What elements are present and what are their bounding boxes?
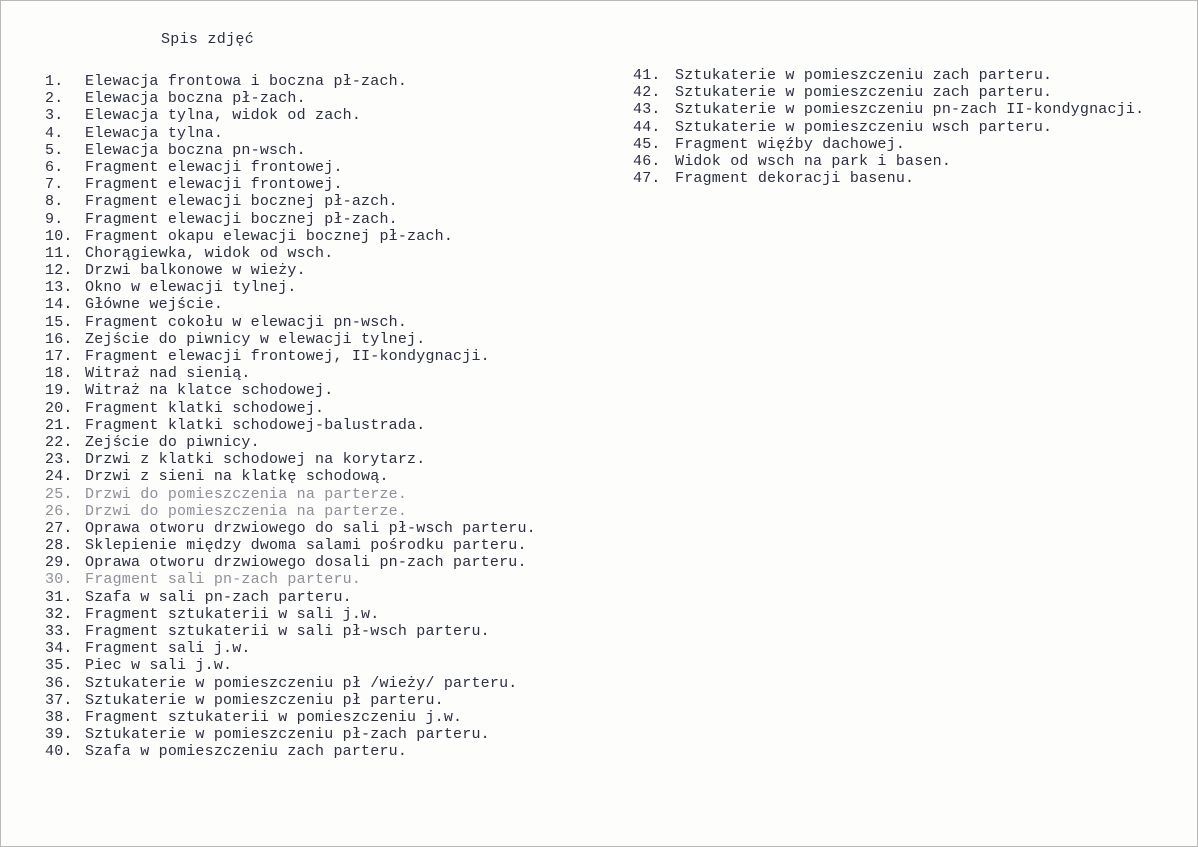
item-text: Fragment klatki schodowej.	[85, 399, 325, 417]
list-item	[45, 726, 536, 743]
item-number: 43.	[633, 101, 661, 119]
item-text: Witraż nad sienią.	[85, 365, 251, 383]
list-item	[45, 228, 536, 245]
item-text: Piec w sali j.w.	[85, 657, 233, 675]
item-number: 45.	[633, 135, 661, 153]
item-text: Fragment elewacji frontowej.	[85, 176, 343, 194]
item-number: 24.	[45, 468, 73, 486]
item-number: 29.	[45, 554, 73, 572]
item-number: 47.	[633, 170, 661, 188]
item-number: 46.	[633, 152, 661, 170]
item-text: Oprawa otworu drzwiowego dosali pn-zach parteru.	[85, 554, 527, 572]
item-number: 36.	[45, 674, 73, 692]
list-item	[45, 400, 536, 417]
list-item	[45, 142, 536, 159]
item-number: 15.	[45, 313, 73, 331]
list-item	[45, 365, 536, 382]
item-text: Drzwi do pomieszczenia na parterze.	[85, 485, 408, 503]
list-item	[633, 136, 1144, 153]
item-text: Elewacja boczna pł-zach.	[85, 90, 306, 108]
list-item	[633, 153, 1144, 170]
item-number: 33.	[45, 623, 73, 640]
list-item	[45, 107, 536, 124]
item-text: Fragment sztukaterii w sali j.w.	[85, 605, 380, 623]
item-text: Elewacja frontowa i boczna pł-zach.	[85, 73, 408, 90]
list-item	[45, 193, 536, 210]
list-item	[45, 623, 536, 640]
item-number: 38.	[45, 708, 73, 726]
list-item	[45, 331, 536, 348]
item-number: 10.	[45, 227, 73, 245]
list-item	[45, 554, 536, 571]
item-number: 1.	[45, 73, 64, 90]
item-text: Sztukaterie w pomieszczeniu pn-zach II-kondygnacji.	[675, 101, 1145, 119]
list-item	[45, 417, 536, 434]
item-text: Drzwi z klatki schodowej na korytarz.	[85, 451, 426, 469]
item-text: Fragment elewacji bocznej pł-azch.	[85, 193, 398, 211]
list-item	[633, 101, 1144, 118]
item-text: Zejście do piwnicy.	[85, 433, 260, 451]
list-item	[45, 503, 536, 520]
item-number: 5.	[45, 141, 64, 159]
item-number: 28.	[45, 537, 73, 555]
item-text: Sztukaterie w pomieszczeniu zach parteru.	[675, 67, 1053, 84]
item-number: 6.	[45, 158, 64, 176]
list-item	[45, 675, 536, 692]
item-text: Witraż na klatce schodowej.	[85, 382, 334, 400]
item-text: Drzwi balkonowe w wieży.	[85, 262, 306, 280]
list-item	[45, 90, 536, 107]
item-text: Sztukaterie w pomieszczeniu pł-zach parteru.	[85, 726, 490, 744]
item-text: Fragment sztukaterii w pomieszczeniu j.w.	[85, 708, 463, 726]
list-item	[45, 176, 536, 193]
list-item	[45, 125, 536, 142]
item-text: Fragment klatki schodowej-balustrada.	[85, 416, 426, 434]
item-text: Fragment elewacji frontowej, II-kondygnacji.	[85, 348, 490, 365]
list-item	[45, 73, 536, 90]
item-text: Główne wejście.	[85, 296, 224, 314]
item-number: 19.	[45, 382, 73, 400]
item-number: 13.	[45, 279, 73, 297]
item-text: Sklepienie między dwoma salami pośrodku parteru.	[85, 537, 527, 555]
item-number: 37.	[45, 691, 73, 709]
item-text: Drzwi z sieni na klatkę schodową.	[85, 468, 389, 486]
list-item	[633, 84, 1144, 101]
list-item	[45, 159, 536, 176]
list-item	[45, 520, 536, 537]
item-text: Elewacja tylna, widok od zach.	[85, 107, 362, 125]
item-text: Sztukaterie w pomieszczeniu wsch parteru.	[675, 118, 1053, 136]
item-text: Sztukaterie w pomieszczeniu pł parteru.	[85, 691, 444, 709]
list-item	[45, 262, 536, 279]
item-text: Fragment elewacji frontowej.	[85, 158, 343, 176]
item-text: Oprawa otworu drzwiowego do sali pł-wsch parteru.	[85, 519, 536, 537]
item-number: 2.	[45, 90, 64, 108]
item-text: Fragment dekoracji basenu.	[675, 170, 915, 188]
item-text: Fragment więźby dachowej.	[675, 135, 906, 153]
list-item	[45, 434, 536, 451]
item-text: Sztukaterie w pomieszczeniu zach parteru.	[675, 84, 1053, 102]
item-number: 44.	[633, 118, 661, 136]
item-text: Fragment sali pn-zach parteru.	[85, 571, 362, 589]
list-item	[45, 657, 536, 674]
photo-list-right	[633, 67, 1144, 187]
list-item	[45, 709, 536, 726]
list-item	[45, 451, 536, 468]
item-number: 27.	[45, 519, 73, 537]
list-item	[45, 486, 536, 503]
item-text: Fragment sali j.w.	[85, 640, 251, 658]
list-item	[45, 348, 536, 365]
list-item	[45, 571, 536, 588]
item-text: Zejście do piwnicy w elewacji tylnej.	[85, 330, 426, 348]
item-text: Fragment cokołu w elewacji pn-wsch.	[85, 313, 408, 331]
item-number: 20.	[45, 399, 73, 417]
item-number: 17.	[45, 348, 73, 365]
photo-list-left	[45, 73, 536, 761]
item-text: Szafa w pomieszczeniu zach parteru.	[85, 743, 408, 761]
item-text: Szafa w sali pn-zach parteru.	[85, 588, 352, 606]
item-number: 41.	[633, 67, 661, 84]
item-number: 21.	[45, 416, 73, 434]
item-number: 40.	[45, 743, 73, 761]
item-text: Fragment okapu elewacji bocznej pł-zach.	[85, 227, 454, 245]
item-text: Fragment sztukaterii w sali pł-wsch parteru.	[85, 623, 490, 640]
list-item	[45, 382, 536, 399]
list-item	[633, 170, 1144, 187]
item-number: 11.	[45, 244, 73, 262]
item-number: 18.	[45, 365, 73, 383]
item-number: 25.	[45, 485, 73, 503]
item-number: 30.	[45, 571, 73, 589]
item-text: Elewacja boczna pn-wsch.	[85, 141, 306, 159]
item-number: 42.	[633, 84, 661, 102]
list-item	[45, 296, 536, 313]
list-item	[45, 606, 536, 623]
list-item	[633, 67, 1144, 84]
list-item	[45, 692, 536, 709]
item-text: Chorągiewka, widok od wsch.	[85, 244, 334, 262]
item-number: 9.	[45, 210, 64, 228]
list-item	[45, 211, 536, 228]
item-number: 22.	[45, 433, 73, 451]
list-item	[45, 279, 536, 296]
item-number: 35.	[45, 657, 73, 675]
item-text: Sztukaterie w pomieszczeniu pł /wieży/ parteru.	[85, 674, 518, 692]
item-number: 8.	[45, 193, 64, 211]
list-item	[633, 119, 1144, 136]
item-text: Drzwi do pomieszczenia na parterze.	[85, 502, 408, 520]
item-number: 4.	[45, 124, 64, 142]
list-item	[45, 537, 536, 554]
list-item	[45, 589, 536, 606]
item-text: Elewacja tylna.	[85, 124, 224, 142]
item-number: 26.	[45, 502, 73, 520]
item-number: 23.	[45, 451, 73, 469]
item-text: Widok od wsch na park i basen.	[675, 152, 952, 170]
list-item	[45, 743, 536, 760]
list-item	[45, 468, 536, 485]
list-item	[45, 245, 536, 262]
page-title: Spis zdjęć	[161, 31, 255, 48]
item-number: 7.	[45, 176, 64, 194]
list-item	[45, 314, 536, 331]
item-number: 16.	[45, 330, 73, 348]
item-number: 14.	[45, 296, 73, 314]
item-number: 34.	[45, 640, 73, 658]
item-text: Okno w elewacji tylnej.	[85, 279, 297, 297]
item-text: Fragment elewacji bocznej pł-zach.	[85, 210, 398, 228]
item-number: 3.	[45, 107, 64, 125]
item-number: 31.	[45, 588, 73, 606]
item-number: 39.	[45, 726, 73, 744]
item-number: 32.	[45, 605, 73, 623]
list-item	[45, 640, 536, 657]
item-number: 12.	[45, 262, 73, 280]
